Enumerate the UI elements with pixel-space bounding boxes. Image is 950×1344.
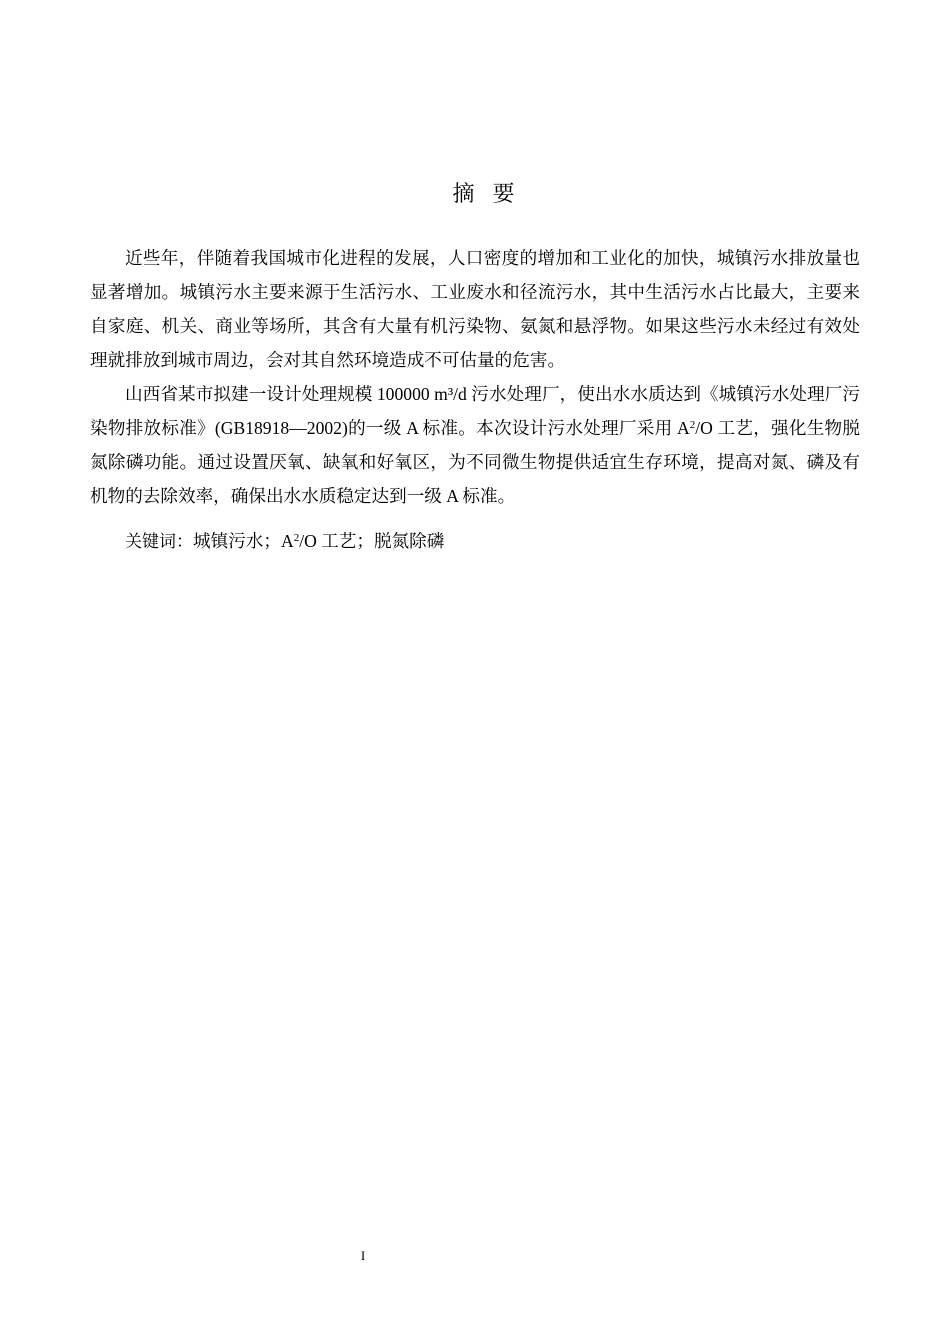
superscript-2: 2 [689, 419, 696, 431]
abstract-paragraph-1: 近些年，伴随着我国城市化进程的发展，人口密度的增加和工业化的加快，城镇污水排放量也显著增加。城镇污水主要来源于生活污水、工业废水和径流污水，其中生活污水占比最大，主要来自家庭、机关、商业等场所，其含有大量有机污染物、氨氮和悬浮物。如果这些污水未经过有效处理就排放到城市周边，会对其自然环境造成不可估量的危害。 [90, 248, 860, 370]
abstract-title: 摘要 [452, 181, 533, 206]
keywords-text-1: 城镇污水；A [193, 531, 294, 551]
keywords-label: 关键词： [125, 532, 193, 552]
abstract-body [90, 241, 860, 513]
page-number: I [360, 1248, 366, 1263]
paragraph-2-text-2: /O 工艺，强化生物脱氮除磷功能。通过设置厌氧、缺氧和好氧区，为不同微生物提供适宜生存环境，提高对氮、磷及有机物的去除效率，确保出水水质稳定达到一级 A 标准。 [90, 418, 860, 506]
keywords-line [125, 524, 444, 559]
abstract-paragraph-2 [90, 377, 860, 513]
keywords-superscript: 2 [293, 532, 300, 544]
paragraph-2-text-1: 山西省某市拟建一设计处理规模 100000 m³/d 污水处理厂，使出水水质达到《城镇污水处理厂污染物排放标准》(GB18918—2002)的一级 A 标准。本次设计污水处理厂采用 A [90, 384, 860, 438]
keywords-text-2: /O 工艺；脱氮除磷 [299, 531, 445, 551]
